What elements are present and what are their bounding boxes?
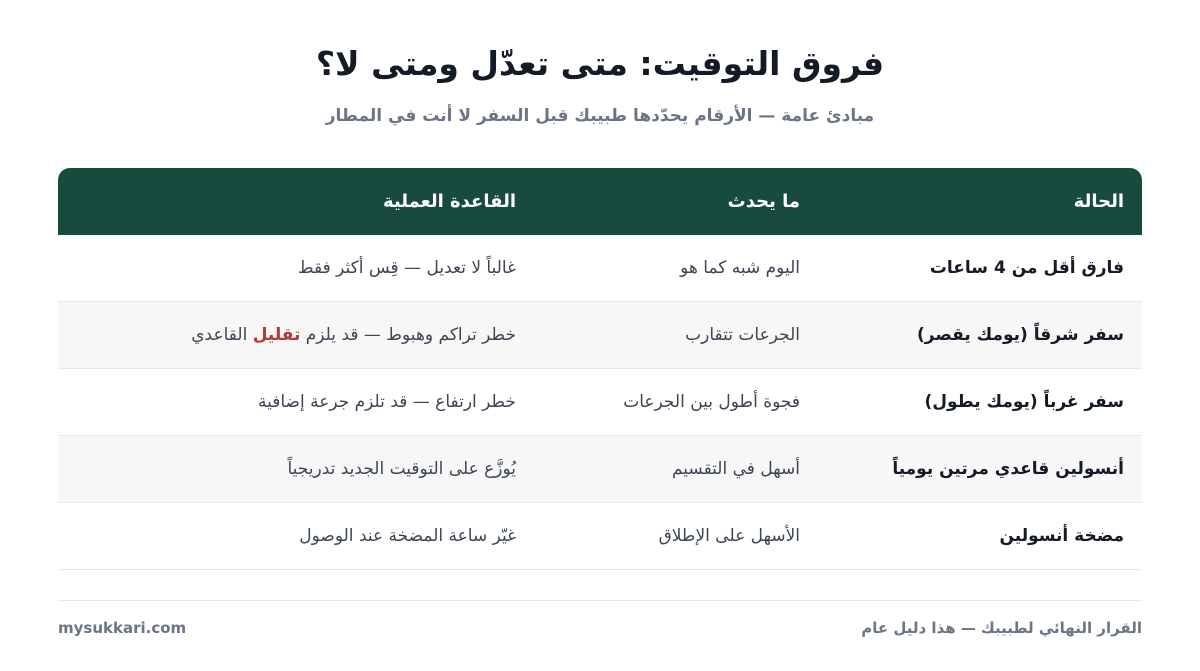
table-header <box>58 168 1142 235</box>
table-row <box>58 436 1142 503</box>
row-rule: يُوزَّع على التوقيت الجديد تدريجياً <box>287 459 516 479</box>
row-case: سفر غرباً (يومك يطول) <box>924 392 1124 412</box>
time-zone-table <box>58 168 1142 570</box>
row-effect: الجرعات تتقارب <box>685 325 800 345</box>
table-row <box>58 503 1142 570</box>
row-rule: غالباً لا تعديل — قِس أكثر فقط <box>297 258 516 278</box>
row-case: أنسولين قاعدي مرتين يومياً <box>892 459 1124 479</box>
footer-disclaimer: القرار النهائي لطبيبك — هذا دليل عام <box>861 619 1142 637</box>
footer-divider <box>58 600 1142 601</box>
page <box>58 0 1142 671</box>
row-case: فارق أقل من 4 ساعات <box>929 258 1124 278</box>
table-row <box>58 369 1142 436</box>
row-effect: أسهل في التقسيم <box>671 459 800 479</box>
page-title: فروق التوقيت: متى تعدّل ومتى لا؟ <box>315 44 885 83</box>
row-rule <box>58 325 516 345</box>
footer-site-link[interactable]: mysukkari.com <box>58 619 187 637</box>
row-effect: اليوم شبه كما هو <box>680 258 800 278</box>
table-row <box>58 235 1142 302</box>
row-rule: غيّر ساعة المضخة عند الوصول <box>299 526 516 546</box>
row-rule-text-before: خطر تراكم وهبوط — قد يلزم <box>300 325 516 345</box>
row-case: سفر شرقاً (يومك يقصر) <box>917 325 1124 345</box>
page-subtitle: مبادئ عامة — الأرقام يحدّدها طبيبك قبل السفر لا أنت في المطار <box>325 106 875 126</box>
row-rule: خطر ارتفاع — قد تلزم جرعة إضافية <box>257 392 516 412</box>
row-rule-highlight: تقليل <box>252 325 301 345</box>
column-header-rule: القاعدة العملية <box>383 191 516 212</box>
column-header-case: الحالة <box>1073 191 1124 212</box>
table-row <box>58 302 1142 369</box>
row-effect: الأسهل على الإطلاق <box>658 526 800 546</box>
row-case: مضخة أنسولين <box>999 526 1124 546</box>
row-rule-text-after: القاعدي <box>191 325 253 345</box>
column-header-effect: ما يحدث <box>727 191 800 212</box>
row-effect: فجوة أطول بين الجرعات <box>623 392 800 412</box>
